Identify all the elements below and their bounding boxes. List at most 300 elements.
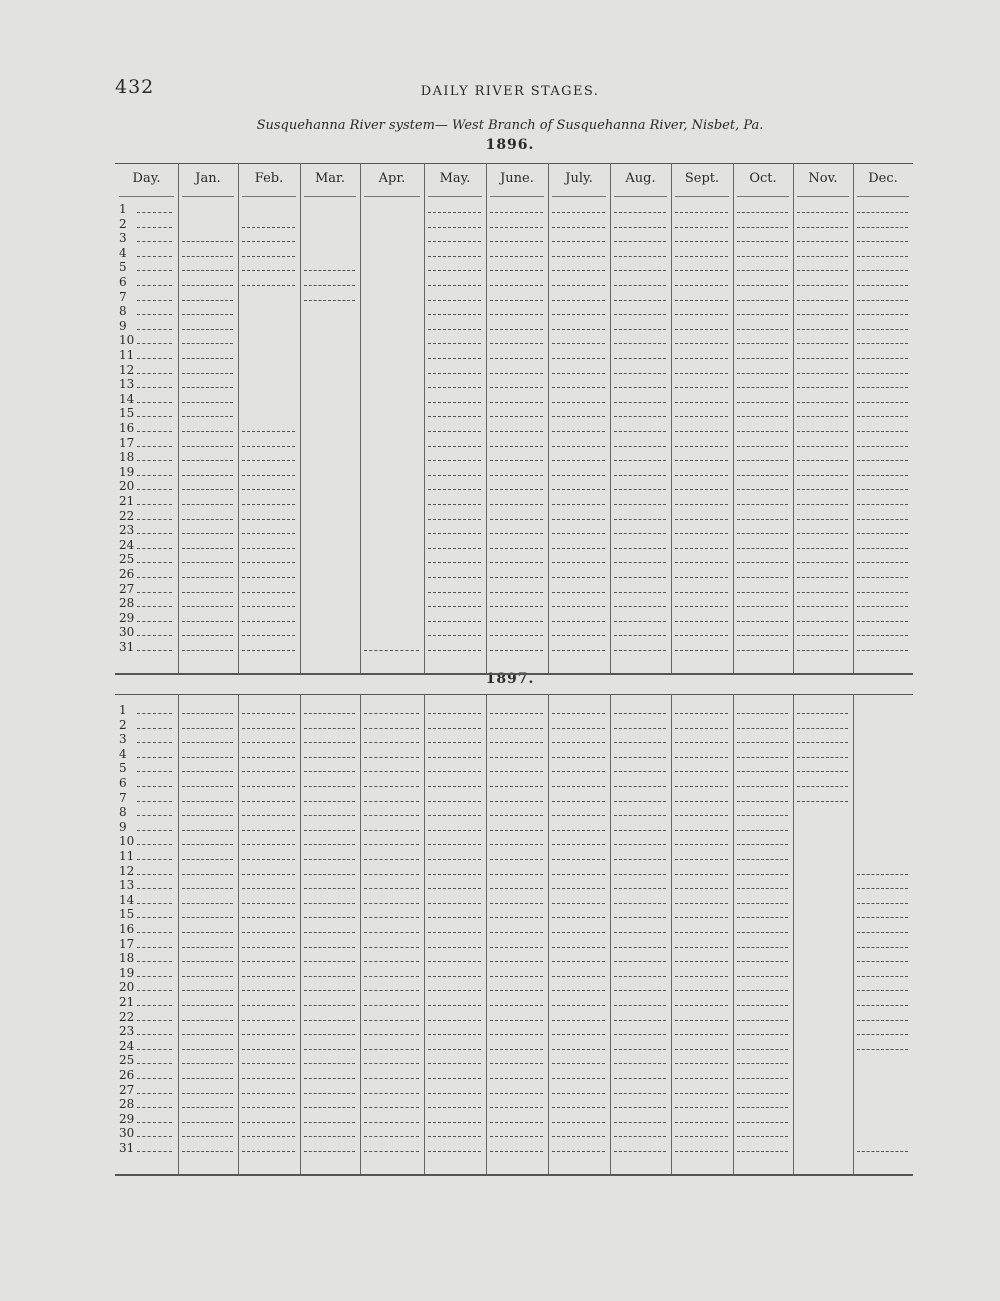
empty-cell-dots xyxy=(675,416,728,417)
day-number: 18 xyxy=(119,450,135,465)
empty-cell-dots xyxy=(182,314,233,315)
empty-cell-dots xyxy=(490,460,543,461)
empty-cell-dots xyxy=(797,771,848,772)
empty-cell-dots xyxy=(364,728,419,729)
empty-cell-dots xyxy=(490,1049,543,1050)
empty-cell-dots xyxy=(182,1151,233,1152)
day-number: 27 xyxy=(119,1082,135,1097)
empty-cell-dots xyxy=(614,343,666,344)
empty-cell-dots xyxy=(182,577,233,578)
empty-cell-dots xyxy=(675,917,728,918)
empty-cell-dots xyxy=(242,742,295,743)
empty-cell-dots xyxy=(304,844,355,845)
empty-cell-dots xyxy=(797,650,848,651)
empty-cell-dots xyxy=(242,859,295,860)
day-number: 27 xyxy=(119,581,135,596)
empty-cell-dots xyxy=(737,460,788,461)
empty-cell-dots xyxy=(857,504,908,505)
empty-cell-dots xyxy=(614,1063,666,1064)
empty-cell-dots xyxy=(182,1063,233,1064)
empty-cell-dots xyxy=(242,650,295,651)
leader-dots xyxy=(137,387,172,388)
empty-cell-dots xyxy=(614,1078,666,1079)
empty-cell-dots xyxy=(857,212,908,213)
empty-cell-dots xyxy=(182,874,233,875)
empty-cell-dots xyxy=(364,1049,419,1050)
leader-dots xyxy=(137,592,172,593)
empty-cell-dots xyxy=(182,859,233,860)
leader-dots xyxy=(137,1063,172,1064)
empty-cell-dots xyxy=(304,728,355,729)
day-number: 24 xyxy=(119,537,135,552)
empty-cell-dots xyxy=(242,1020,295,1021)
empty-cell-dots xyxy=(675,650,728,651)
column-divider xyxy=(178,694,179,1174)
empty-cell-dots xyxy=(490,519,543,520)
empty-cell-dots xyxy=(737,373,788,374)
day-number: 6 xyxy=(119,776,127,790)
empty-cell-dots xyxy=(304,874,355,875)
empty-cell-dots xyxy=(304,1107,355,1108)
empty-cell-dots xyxy=(737,329,788,330)
empty-cell-dots xyxy=(857,387,908,388)
empty-cell-dots xyxy=(428,742,481,743)
empty-cell-dots xyxy=(614,1151,666,1152)
empty-cell-dots xyxy=(552,801,605,802)
empty-cell-dots xyxy=(797,460,848,461)
empty-cell-dots xyxy=(737,270,788,271)
empty-cell-dots xyxy=(737,742,788,743)
empty-cell-dots xyxy=(552,815,605,816)
empty-cell-dots xyxy=(428,329,481,330)
column-divider xyxy=(671,163,672,673)
empty-cell-dots xyxy=(242,270,295,271)
empty-cell-dots xyxy=(857,475,908,476)
empty-cell-dots xyxy=(675,757,728,758)
column-divider xyxy=(238,694,239,1174)
empty-cell-dots xyxy=(242,917,295,918)
empty-cell-dots xyxy=(857,460,908,461)
column-divider xyxy=(238,163,239,673)
empty-cell-dots xyxy=(737,504,788,505)
day-number: 3 xyxy=(119,732,127,747)
header-underline xyxy=(304,196,356,197)
table-subtitle: Susquehanna River system— West Branch of Susquehanna River, Nisbet, Pa. xyxy=(256,118,764,133)
empty-cell-dots xyxy=(737,1151,788,1152)
empty-cell-dots xyxy=(675,947,728,948)
empty-cell-dots xyxy=(242,621,295,622)
day-number: 22 xyxy=(119,1009,135,1024)
day-number: 29 xyxy=(119,1111,135,1126)
empty-cell-dots xyxy=(797,241,848,242)
empty-cell-dots xyxy=(428,256,481,257)
empty-cell-dots xyxy=(614,888,666,889)
empty-cell-dots xyxy=(737,728,788,729)
empty-cell-dots xyxy=(182,815,233,816)
empty-cell-dots xyxy=(737,859,788,860)
empty-cell-dots xyxy=(857,1049,908,1050)
empty-cell-dots xyxy=(614,241,666,242)
empty-cell-dots xyxy=(614,475,666,476)
empty-cell-dots xyxy=(364,976,419,977)
empty-cell-dots xyxy=(737,786,788,787)
empty-cell-dots xyxy=(364,1136,419,1137)
empty-cell-dots xyxy=(675,932,728,933)
empty-cell-dots xyxy=(490,533,543,534)
empty-cell-dots xyxy=(552,212,605,213)
empty-cell-dots xyxy=(737,241,788,242)
empty-cell-dots xyxy=(428,227,481,228)
empty-cell-dots xyxy=(552,519,605,520)
leader-dots xyxy=(137,1034,172,1035)
leader-dots xyxy=(137,621,172,622)
empty-cell-dots xyxy=(675,343,728,344)
empty-cell-dots xyxy=(857,621,908,622)
empty-cell-dots xyxy=(552,358,605,359)
empty-cell-dots xyxy=(797,504,848,505)
leader-dots xyxy=(137,1122,172,1123)
empty-cell-dots xyxy=(797,373,848,374)
empty-cell-dots xyxy=(614,815,666,816)
empty-cell-dots xyxy=(675,1151,728,1152)
empty-cell-dots xyxy=(428,1151,481,1152)
column-header: Mar. xyxy=(315,171,345,186)
empty-cell-dots xyxy=(797,227,848,228)
empty-cell-dots xyxy=(675,1078,728,1079)
empty-cell-dots xyxy=(614,300,666,301)
empty-cell-dots xyxy=(614,212,666,213)
empty-cell-dots xyxy=(182,460,233,461)
empty-cell-dots xyxy=(857,635,908,636)
empty-cell-dots xyxy=(552,1005,605,1006)
leader-dots xyxy=(137,460,172,461)
empty-cell-dots xyxy=(614,519,666,520)
empty-cell-dots xyxy=(490,815,543,816)
empty-cell-dots xyxy=(182,830,233,831)
empty-cell-dots xyxy=(552,577,605,578)
empty-cell-dots xyxy=(490,387,543,388)
empty-cell-dots xyxy=(364,1078,419,1079)
leader-dots xyxy=(137,757,172,758)
empty-cell-dots xyxy=(857,577,908,578)
empty-cell-dots xyxy=(242,757,295,758)
empty-cell-dots xyxy=(675,329,728,330)
empty-cell-dots xyxy=(552,314,605,315)
empty-cell-dots xyxy=(552,830,605,831)
empty-cell-dots xyxy=(490,358,543,359)
day-number: 19 xyxy=(119,464,135,479)
empty-cell-dots xyxy=(242,1034,295,1035)
empty-cell-dots xyxy=(675,1093,728,1094)
empty-cell-dots xyxy=(614,416,666,417)
empty-cell-dots xyxy=(182,903,233,904)
empty-cell-dots xyxy=(182,635,233,636)
year-heading-1897: 1897. xyxy=(485,671,535,687)
empty-cell-dots xyxy=(428,650,481,651)
empty-cell-dots xyxy=(675,592,728,593)
leader-dots xyxy=(137,533,172,534)
empty-cell-dots xyxy=(797,713,848,714)
column-header: May. xyxy=(439,171,471,186)
empty-cell-dots xyxy=(552,888,605,889)
empty-cell-dots xyxy=(737,212,788,213)
day-number: 26 xyxy=(119,567,135,581)
empty-cell-dots xyxy=(428,1107,481,1108)
empty-cell-dots xyxy=(797,577,848,578)
empty-cell-dots xyxy=(797,801,848,802)
empty-cell-dots xyxy=(242,786,295,787)
empty-cell-dots xyxy=(675,402,728,403)
empty-cell-dots xyxy=(182,713,233,714)
empty-cell-dots xyxy=(857,1005,908,1006)
empty-cell-dots xyxy=(364,815,419,816)
leader-dots xyxy=(137,446,172,447)
empty-cell-dots xyxy=(364,1005,419,1006)
empty-cell-dots xyxy=(428,830,481,831)
empty-cell-dots xyxy=(242,1063,295,1064)
day-number: 4 xyxy=(119,746,127,761)
empty-cell-dots xyxy=(490,801,543,802)
column-header: Dec. xyxy=(868,171,898,186)
empty-cell-dots xyxy=(428,859,481,860)
empty-cell-dots xyxy=(552,903,605,904)
empty-cell-dots xyxy=(182,533,233,534)
empty-cell-dots xyxy=(182,771,233,772)
empty-cell-dots xyxy=(614,976,666,977)
empty-cell-dots xyxy=(857,285,908,286)
empty-cell-dots xyxy=(304,815,355,816)
empty-cell-dots xyxy=(364,903,419,904)
empty-cell-dots xyxy=(552,343,605,344)
header-underline xyxy=(857,196,909,197)
empty-cell-dots xyxy=(737,1049,788,1050)
empty-cell-dots xyxy=(552,713,605,714)
empty-cell-dots xyxy=(490,504,543,505)
empty-cell-dots xyxy=(490,859,543,860)
day-number: 17 xyxy=(119,435,135,450)
empty-cell-dots xyxy=(552,1151,605,1152)
leader-dots xyxy=(137,416,172,417)
empty-cell-dots xyxy=(490,592,543,593)
leader-dots xyxy=(137,859,172,860)
empty-cell-dots xyxy=(675,859,728,860)
empty-cell-dots xyxy=(552,1078,605,1079)
empty-cell-dots xyxy=(428,728,481,729)
empty-cell-dots xyxy=(428,1020,481,1021)
empty-cell-dots xyxy=(304,903,355,904)
leader-dots xyxy=(137,1136,172,1137)
leader-dots xyxy=(137,1151,172,1152)
empty-cell-dots xyxy=(614,844,666,845)
empty-cell-dots xyxy=(675,533,728,534)
empty-cell-dots xyxy=(614,1136,666,1137)
empty-cell-dots xyxy=(552,742,605,743)
empty-cell-dots xyxy=(182,844,233,845)
empty-cell-dots xyxy=(675,285,728,286)
empty-cell-dots xyxy=(490,976,543,977)
empty-cell-dots xyxy=(428,932,481,933)
empty-cell-dots xyxy=(552,489,605,490)
leader-dots xyxy=(137,300,172,301)
empty-cell-dots xyxy=(797,562,848,563)
header-underline xyxy=(737,196,789,197)
empty-cell-dots xyxy=(614,460,666,461)
empty-cell-dots xyxy=(182,446,233,447)
empty-cell-dots xyxy=(364,771,419,772)
empty-cell-dots xyxy=(675,548,728,549)
empty-cell-dots xyxy=(857,903,908,904)
empty-cell-dots xyxy=(552,1020,605,1021)
empty-cell-dots xyxy=(182,606,233,607)
empty-cell-dots xyxy=(552,786,605,787)
empty-cell-dots xyxy=(614,489,666,490)
day-number: 13 xyxy=(119,878,135,893)
leader-dots xyxy=(137,844,172,845)
day-number: 7 xyxy=(119,790,127,805)
empty-cell-dots xyxy=(857,533,908,534)
empty-cell-dots xyxy=(675,387,728,388)
day-number: 25 xyxy=(119,552,135,567)
empty-cell-dots xyxy=(242,1151,295,1152)
empty-cell-dots xyxy=(737,533,788,534)
leader-dots xyxy=(137,577,172,578)
empty-cell-dots xyxy=(614,373,666,374)
day-number: 7 xyxy=(119,289,127,304)
empty-cell-dots xyxy=(182,947,233,948)
empty-cell-dots xyxy=(552,621,605,622)
empty-cell-dots xyxy=(737,1136,788,1137)
empty-cell-dots xyxy=(428,300,481,301)
empty-cell-dots xyxy=(552,1034,605,1035)
empty-cell-dots xyxy=(364,888,419,889)
empty-cell-dots xyxy=(182,416,233,417)
empty-cell-dots xyxy=(614,874,666,875)
leader-dots xyxy=(137,329,172,330)
leader-dots xyxy=(137,713,172,714)
empty-cell-dots xyxy=(797,285,848,286)
empty-cell-dots xyxy=(737,475,788,476)
empty-cell-dots xyxy=(242,771,295,772)
empty-cell-dots xyxy=(675,1005,728,1006)
empty-cell-dots xyxy=(552,917,605,918)
leader-dots xyxy=(137,990,172,991)
day-number: 18 xyxy=(119,951,135,966)
empty-cell-dots xyxy=(614,548,666,549)
empty-cell-dots xyxy=(737,256,788,257)
empty-cell-dots xyxy=(675,1122,728,1123)
empty-cell-dots xyxy=(737,888,788,889)
empty-cell-dots xyxy=(490,562,543,563)
empty-cell-dots xyxy=(364,874,419,875)
empty-cell-dots xyxy=(737,1020,788,1021)
empty-cell-dots xyxy=(490,1063,543,1064)
empty-cell-dots xyxy=(304,888,355,889)
empty-cell-dots xyxy=(182,373,233,374)
empty-cell-dots xyxy=(428,387,481,388)
column-divider xyxy=(610,694,611,1174)
empty-cell-dots xyxy=(552,300,605,301)
empty-cell-dots xyxy=(428,961,481,962)
leader-dots xyxy=(137,256,172,257)
empty-cell-dots xyxy=(614,431,666,432)
empty-cell-dots xyxy=(182,961,233,962)
day-number: 15 xyxy=(119,907,135,922)
empty-cell-dots xyxy=(857,227,908,228)
empty-cell-dots xyxy=(857,592,908,593)
day-number: 23 xyxy=(119,523,135,538)
empty-cell-dots xyxy=(304,830,355,831)
empty-cell-dots xyxy=(737,947,788,948)
empty-cell-dots xyxy=(552,859,605,860)
empty-cell-dots xyxy=(428,446,481,447)
empty-cell-dots xyxy=(490,431,543,432)
day-number: 30 xyxy=(119,1126,135,1141)
empty-cell-dots xyxy=(857,270,908,271)
day-number: 16 xyxy=(119,922,135,936)
empty-cell-dots xyxy=(490,606,543,607)
column-divider xyxy=(300,694,301,1174)
column-header: Day. xyxy=(132,171,161,186)
empty-cell-dots xyxy=(675,621,728,622)
empty-cell-dots xyxy=(857,888,908,889)
empty-cell-dots xyxy=(490,489,543,490)
empty-cell-dots xyxy=(675,635,728,636)
empty-cell-dots xyxy=(304,917,355,918)
day-number: 10 xyxy=(119,333,135,348)
column-divider xyxy=(548,163,549,673)
empty-cell-dots xyxy=(675,771,728,772)
empty-cell-dots xyxy=(490,270,543,271)
empty-cell-dots xyxy=(857,1034,908,1035)
empty-cell-dots xyxy=(737,1093,788,1094)
empty-cell-dots xyxy=(428,314,481,315)
leader-dots xyxy=(137,917,172,918)
empty-cell-dots xyxy=(797,314,848,315)
empty-cell-dots xyxy=(552,757,605,758)
empty-cell-dots xyxy=(490,402,543,403)
empty-cell-dots xyxy=(304,757,355,758)
empty-cell-dots xyxy=(737,757,788,758)
empty-cell-dots xyxy=(857,402,908,403)
empty-cell-dots xyxy=(675,1107,728,1108)
empty-cell-dots xyxy=(364,859,419,860)
empty-cell-dots xyxy=(242,844,295,845)
empty-cell-dots xyxy=(675,742,728,743)
empty-cell-dots xyxy=(614,742,666,743)
empty-cell-dots xyxy=(304,285,355,286)
empty-cell-dots xyxy=(428,343,481,344)
empty-cell-dots xyxy=(242,1122,295,1123)
day-number: 6 xyxy=(119,275,127,289)
leader-dots xyxy=(137,947,172,948)
empty-cell-dots xyxy=(182,1034,233,1035)
empty-cell-dots xyxy=(364,757,419,758)
empty-cell-dots xyxy=(242,431,295,432)
empty-cell-dots xyxy=(857,1151,908,1152)
empty-cell-dots xyxy=(428,270,481,271)
empty-cell-dots xyxy=(428,621,481,622)
empty-cell-dots xyxy=(364,1063,419,1064)
empty-cell-dots xyxy=(614,1020,666,1021)
empty-cell-dots xyxy=(490,1020,543,1021)
empty-cell-dots xyxy=(552,1122,605,1123)
empty-cell-dots xyxy=(737,489,788,490)
day-number: 20 xyxy=(119,980,135,995)
column-divider xyxy=(733,163,734,673)
empty-cell-dots xyxy=(737,519,788,520)
empty-cell-dots xyxy=(364,1151,419,1152)
empty-cell-dots xyxy=(614,786,666,787)
